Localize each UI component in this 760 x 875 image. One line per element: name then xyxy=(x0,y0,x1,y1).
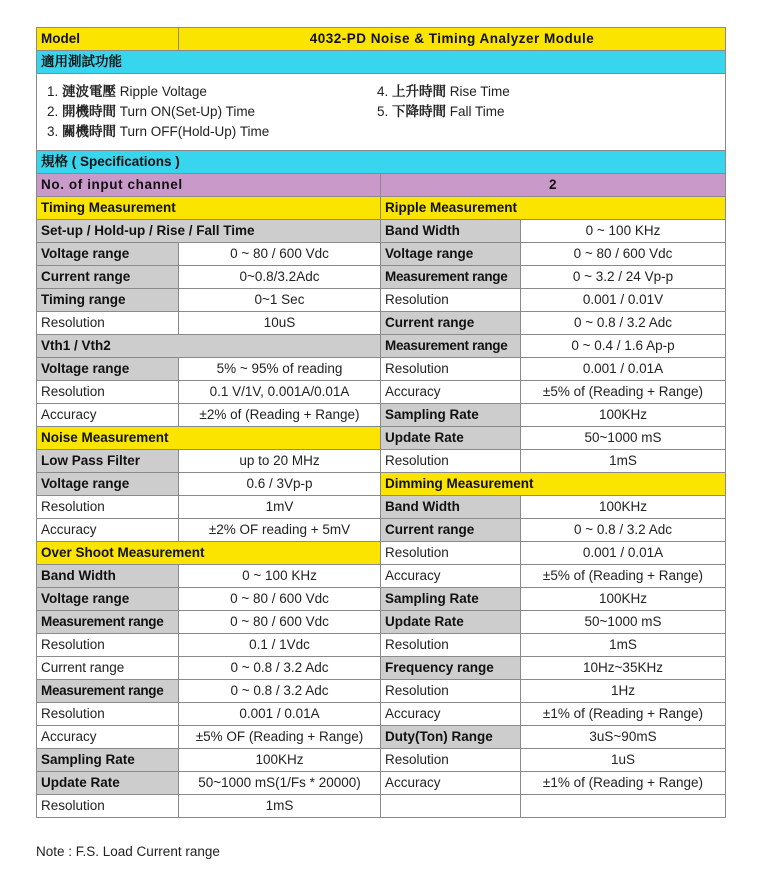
function-item: 2. 開機時間 Turn ON(Set-Up) Time xyxy=(47,104,256,119)
functions-right-column xyxy=(377,82,707,142)
spec-label: Measurement range xyxy=(381,335,521,358)
table-row xyxy=(37,473,726,496)
spec-value: 0.001 / 0.01A xyxy=(521,358,726,381)
functions-title: 適用測試功能 xyxy=(37,51,726,74)
table-row xyxy=(37,220,726,243)
spec-label: Accuracy xyxy=(37,519,179,542)
spec-label: Resolution xyxy=(381,450,521,473)
spec-label: Resolution xyxy=(37,496,179,519)
table-row xyxy=(37,703,726,726)
spec-label: Measurement range xyxy=(37,611,179,634)
empty-cell xyxy=(521,795,726,818)
spec-label: Voltage range xyxy=(381,243,521,266)
table-row xyxy=(37,588,726,611)
table-row xyxy=(37,289,726,312)
spec-label: Measurement range xyxy=(381,266,521,289)
spec-value: 1mV xyxy=(179,496,381,519)
spec-value: ±5% OF (Reading + Range) xyxy=(179,726,381,749)
spec-label: Current range xyxy=(381,519,521,542)
spec-label: Voltage range xyxy=(37,358,179,381)
spec-value: 0~1 Sec xyxy=(179,289,381,312)
table-row xyxy=(37,634,726,657)
spec-label: Accuracy xyxy=(381,772,521,795)
table-row xyxy=(37,427,726,450)
empty-cell xyxy=(381,795,521,818)
spec-label: Low Pass Filter xyxy=(37,450,179,473)
spec-value: 100KHz xyxy=(521,404,726,427)
spec-label: Resolution xyxy=(381,680,521,703)
spec-label: Duty(Ton) Range xyxy=(381,726,521,749)
spec-value: 100KHz xyxy=(521,496,726,519)
table-row xyxy=(37,795,726,818)
spec-label: Resolution xyxy=(381,634,521,657)
spec-label: Current range xyxy=(37,657,179,680)
table-row xyxy=(37,726,726,749)
spec-value: up to 20 MHz xyxy=(179,450,381,473)
spec-value: 10uS xyxy=(179,312,381,335)
spec-value: 0 ~ 0.8 / 3.2 Adc xyxy=(521,312,726,335)
model-value: 4032-PD Noise & Timing Analyzer Module xyxy=(179,28,726,51)
table-row xyxy=(37,266,726,289)
spec-label: Update Rate xyxy=(381,611,521,634)
table-row xyxy=(37,450,726,473)
spec-label: Resolution xyxy=(37,795,179,818)
spec-value: 0 ~ 0.4 / 1.6 Ap-p xyxy=(521,335,726,358)
table-row xyxy=(37,358,726,381)
dimming-section-title: Dimming Measurement xyxy=(381,473,726,496)
spec-table xyxy=(36,27,726,818)
spec-value: 0 ~ 100 KHz xyxy=(179,565,381,588)
footnote: Note : F.S. Load Current range xyxy=(36,844,220,859)
overshoot-section-title: Over Shoot Measurement xyxy=(37,542,381,565)
spec-label: Voltage range xyxy=(37,588,179,611)
spec-label: Voltage range xyxy=(37,243,179,266)
spec-value: ±1% of (Reading + Range) xyxy=(521,772,726,795)
spec-value: 0 ~ 80 / 600 Vdc xyxy=(179,588,381,611)
spec-value: ±2% of (Reading + Range) xyxy=(179,404,381,427)
function-item: 5. 下降時間 Fall Time xyxy=(377,104,505,119)
functions-list xyxy=(37,74,726,151)
table-row xyxy=(37,381,726,404)
spec-value: 3uS~90mS xyxy=(521,726,726,749)
spec-value: ±5% of (Reading + Range) xyxy=(521,565,726,588)
timing-section-title: Timing Measurement xyxy=(37,197,381,220)
spec-value: 0.1 / 1Vdc xyxy=(179,634,381,657)
spec-label: Voltage range xyxy=(37,473,179,496)
table-row xyxy=(37,749,726,772)
spec-value: 0~0.8/3.2Adc xyxy=(179,266,381,289)
spec-label: Resolution xyxy=(381,289,521,312)
function-item: 3. 關機時間 Turn OFF(Hold-Up) Time xyxy=(47,124,270,139)
spec-label: Band Width xyxy=(381,220,521,243)
spec-value: 0 ~ 0.8 / 3.2 Adc xyxy=(179,657,381,680)
spec-value: 0 ~ 80 / 600 Vdc xyxy=(179,611,381,634)
spec-label: Measurement range xyxy=(37,680,179,703)
spec-value: 0 ~ 3.2 / 24 Vp-p xyxy=(521,266,726,289)
spec-value: 50~1000 mS(1/Fs * 20000) xyxy=(179,772,381,795)
table-row xyxy=(37,496,726,519)
spec-label: Sampling Rate xyxy=(37,749,179,772)
model-label: Model xyxy=(37,28,179,51)
table-row xyxy=(37,312,726,335)
channel-value: 2 xyxy=(381,174,726,197)
table-row xyxy=(37,404,726,427)
spec-value: ±5% of (Reading + Range) xyxy=(521,381,726,404)
spec-label: Accuracy xyxy=(381,381,521,404)
spec-sheet xyxy=(36,27,725,818)
ripple-section-title: Ripple Measurement xyxy=(381,197,726,220)
spec-value: 0 ~ 0.8 / 3.2 Adc xyxy=(179,680,381,703)
spec-value: 50~1000 mS xyxy=(521,611,726,634)
spec-label: Accuracy xyxy=(37,404,179,427)
spec-value: 100KHz xyxy=(179,749,381,772)
spec-value: ±2% OF reading + 5mV xyxy=(179,519,381,542)
spec-label: Accuracy xyxy=(381,565,521,588)
table-row xyxy=(37,611,726,634)
spec-value: 1uS xyxy=(521,749,726,772)
spec-label: Accuracy xyxy=(37,726,179,749)
table-row xyxy=(37,335,726,358)
spec-label: Band Width xyxy=(37,565,179,588)
spec-value: ±1% of (Reading + Range) xyxy=(521,703,726,726)
table-row xyxy=(37,542,726,565)
spec-label: Resolution xyxy=(37,634,179,657)
spec-label: Resolution xyxy=(37,312,179,335)
spec-label: Current range xyxy=(37,266,179,289)
table-row xyxy=(37,657,726,680)
spec-value: 0.6 / 3Vp-p xyxy=(179,473,381,496)
spec-value: 0.001 / 0.01A xyxy=(179,703,381,726)
spec-value: 50~1000 mS xyxy=(521,427,726,450)
spec-value: 10Hz~35KHz xyxy=(521,657,726,680)
function-item: 1. 漣波電壓 Ripple Voltage xyxy=(47,84,207,99)
spec-label: Sampling Rate xyxy=(381,404,521,427)
spec-value: 1Hz xyxy=(521,680,726,703)
spec-value: 5% ~ 95% of reading xyxy=(179,358,381,381)
spec-label: Accuracy xyxy=(381,703,521,726)
spec-value: 0 ~ 100 KHz xyxy=(521,220,726,243)
table-row xyxy=(37,519,726,542)
spec-label: Timing range xyxy=(37,289,179,312)
spec-label: Resolution xyxy=(381,358,521,381)
spec-label: Resolution xyxy=(37,703,179,726)
spec-value: 0 ~ 80 / 600 Vdc xyxy=(521,243,726,266)
spec-value: 0.001 / 0.01V xyxy=(521,289,726,312)
spec-value: 100KHz xyxy=(521,588,726,611)
spec-label: Current range xyxy=(381,312,521,335)
spec-value: 0 ~ 0.8 / 3.2 Adc xyxy=(521,519,726,542)
spec-label: Resolution xyxy=(381,542,521,565)
specs-title: 規格 ( Specifications ) xyxy=(37,151,726,174)
spec-label: Set-up / Hold-up / Rise / Fall Time xyxy=(37,220,381,243)
spec-label: Sampling Rate xyxy=(381,588,521,611)
spec-value: 1mS xyxy=(521,634,726,657)
table-row xyxy=(37,243,726,266)
function-item: 4. 上升時間 Rise Time xyxy=(377,84,510,99)
table-row xyxy=(37,565,726,588)
spec-value: 0.001 / 0.01A xyxy=(521,542,726,565)
spec-label: Update Rate xyxy=(381,427,521,450)
spec-label: Update Rate xyxy=(37,772,179,795)
spec-label: Vth1 / Vth2 xyxy=(37,335,381,358)
table-row xyxy=(37,772,726,795)
spec-value: 0 ~ 80 / 600 Vdc xyxy=(179,243,381,266)
spec-value: 1mS xyxy=(179,795,381,818)
spec-value: 0.1 V/1V, 0.001A/0.01A xyxy=(179,381,381,404)
spec-label: Band Width xyxy=(381,496,521,519)
channel-label: No. of input channel xyxy=(37,174,381,197)
functions-left-column xyxy=(47,82,377,142)
spec-value: 1mS xyxy=(521,450,726,473)
spec-label: Resolution xyxy=(37,381,179,404)
spec-label: Resolution xyxy=(381,749,521,772)
model-row xyxy=(37,28,726,51)
noise-section-title: Noise Measurement xyxy=(37,427,381,450)
table-row xyxy=(37,680,726,703)
spec-label: Frequency range xyxy=(381,657,521,680)
